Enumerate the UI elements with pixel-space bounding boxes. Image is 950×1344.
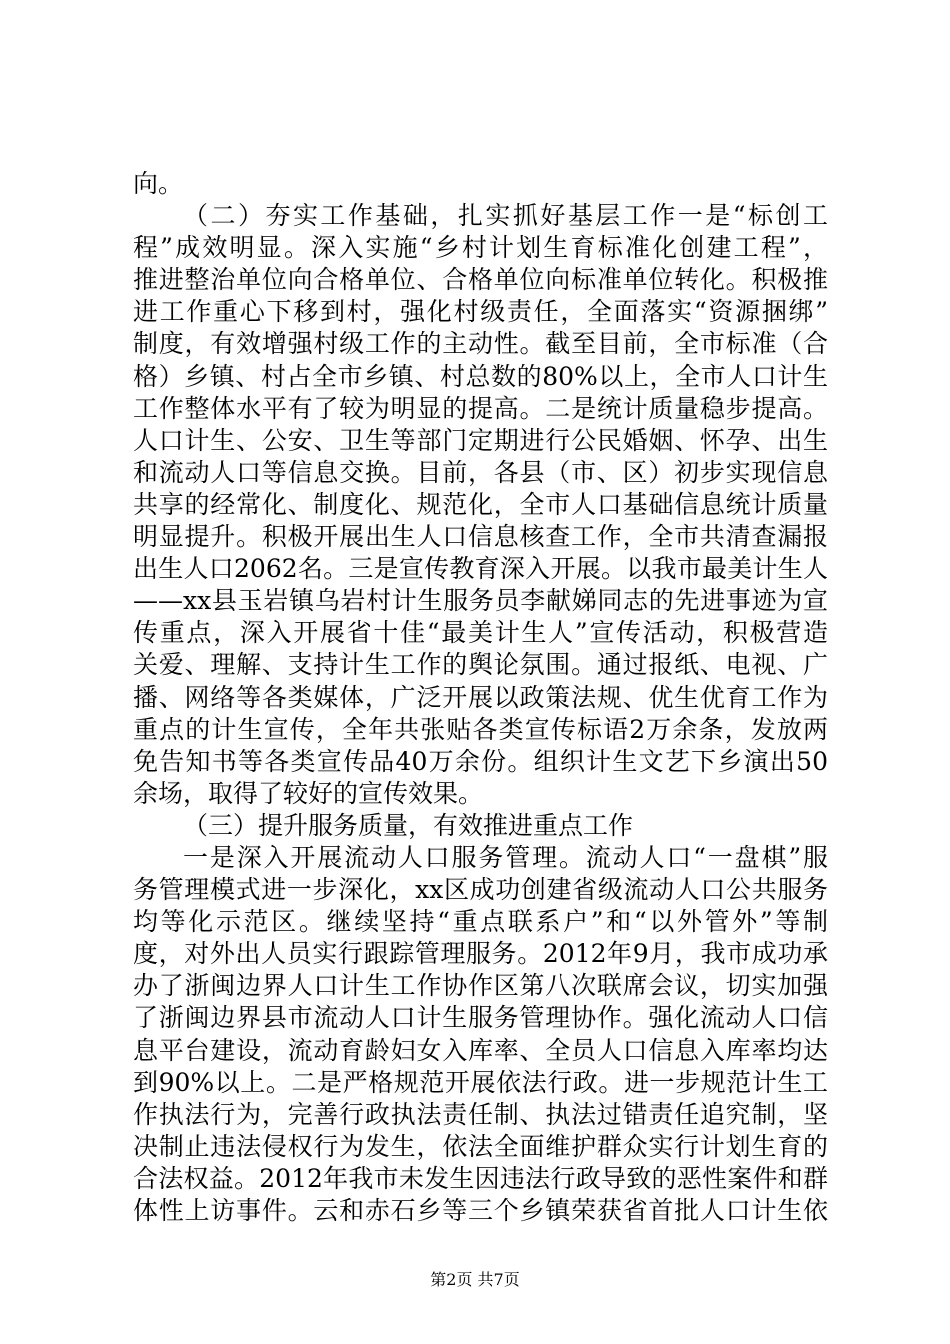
text-line: 重点的计生宣传，全年共张贴各类宣传标语2万余条，发放两 xyxy=(133,714,828,744)
text-line: 度，对外出人员实行跟踪管理服务。2012年9月，我市成功承 xyxy=(133,939,828,969)
text-line: 共享的经常化、制度化、规范化，全市人口基础信息统计质量 xyxy=(133,489,828,519)
text-line: 播、网络等各类媒体，广泛开展以政策法规、优生优育工作为 xyxy=(133,682,828,712)
text-line: 程”成效明显。深入实施“乡村计划生育标准化创建工程”， xyxy=(133,233,828,263)
text-line: 格）乡镇、村占全市乡镇、村总数的80%以上，全市人口计生 xyxy=(133,361,828,391)
text-line: 向。 xyxy=(133,169,184,198)
text-line: 传重点，深入开展省十佳“最美计生人”宣传活动，积极营造 xyxy=(133,618,828,648)
text-line: 办了浙闽边界人口计生工作协作区第八次联席会议，切实加强 xyxy=(133,971,828,1001)
text-line: 免告知书等各类宣传品40万余份。组织计生文艺下乡演出50 xyxy=(133,746,828,776)
text-line: 均等化示范区。继续坚持“重点联系户”和“以外管外”等制 xyxy=(133,907,828,937)
text-line: 出生人口2062名。三是宣传教育深入开展。以我市最美计生人 xyxy=(133,554,828,584)
text-line: 关爱、理解、支持计生工作的舆论氛围。通过报纸、电视、广 xyxy=(133,650,828,680)
document-body xyxy=(133,168,828,1227)
text-line: 明显提升。积极开展出生人口信息核查工作，全市共清查漏报 xyxy=(133,522,828,552)
text-line: 进工作重心下移到村，强化村级责任，全面落实“资源捆绑” xyxy=(133,297,828,327)
text-line: 作执法行为，完善行政执法责任制、执法过错责任追究制，坚 xyxy=(133,1099,828,1129)
text-line: （二）夯实工作基础，扎实抓好基层工作一是“标创工 xyxy=(183,201,828,231)
text-line: 到90%以上。二是严格规范开展依法行政。进一步规范计生工 xyxy=(133,1067,828,1097)
text-line: 了浙闽边界县市流动人口计生服务管理协作。强化流动人口信 xyxy=(133,1003,828,1033)
text-line: 余场，取得了较好的宣传效果。 xyxy=(133,778,484,808)
text-line: 务管理模式进一步深化，xx区成功创建省级流动人口公共服务 xyxy=(133,875,828,905)
text-line: （三）提升服务质量，有效推进重点工作 xyxy=(183,810,634,840)
text-line: 体性上访事件。云和赤石乡等三个乡镇荣获省首批人口计生依 xyxy=(133,1196,828,1225)
page-footer: 第2页 共7页 xyxy=(430,1270,520,1289)
text-line: 制度，有效增强村级工作的主动性。截至目前，全市标准（合 xyxy=(133,329,828,359)
text-line: 推进整治单位向合格单位、合格单位向标准单位转化。积极推 xyxy=(133,265,828,295)
text-line: 工作整体水平有了较为明显的提高。二是统计质量稳步提高。 xyxy=(133,393,828,423)
text-line: 合法权益。2012年我市未发生因违法行政导致的恶性案件和群 xyxy=(133,1163,828,1193)
text-line: 息平台建设，流动育龄妇女入库率、全员人口信息入库率均达 xyxy=(133,1035,828,1065)
text-line: 和流动人口等信息交换。目前，各县（市、区）初步实现信息 xyxy=(133,457,828,487)
text-line: 一是深入开展流动人口服务管理。流动人口“一盘棋”服 xyxy=(183,842,828,872)
text-line: 决制止违法侵权行为发生，依法全面维护群众实行计划生育的 xyxy=(133,1131,828,1161)
text-line: ——xx县玉岩镇乌岩村计生服务员李献娣同志的先进事迹为宣 xyxy=(133,586,828,616)
text-line: 人口计生、公安、卫生等部门定期进行公民婚姻、怀孕、出生 xyxy=(133,425,828,455)
